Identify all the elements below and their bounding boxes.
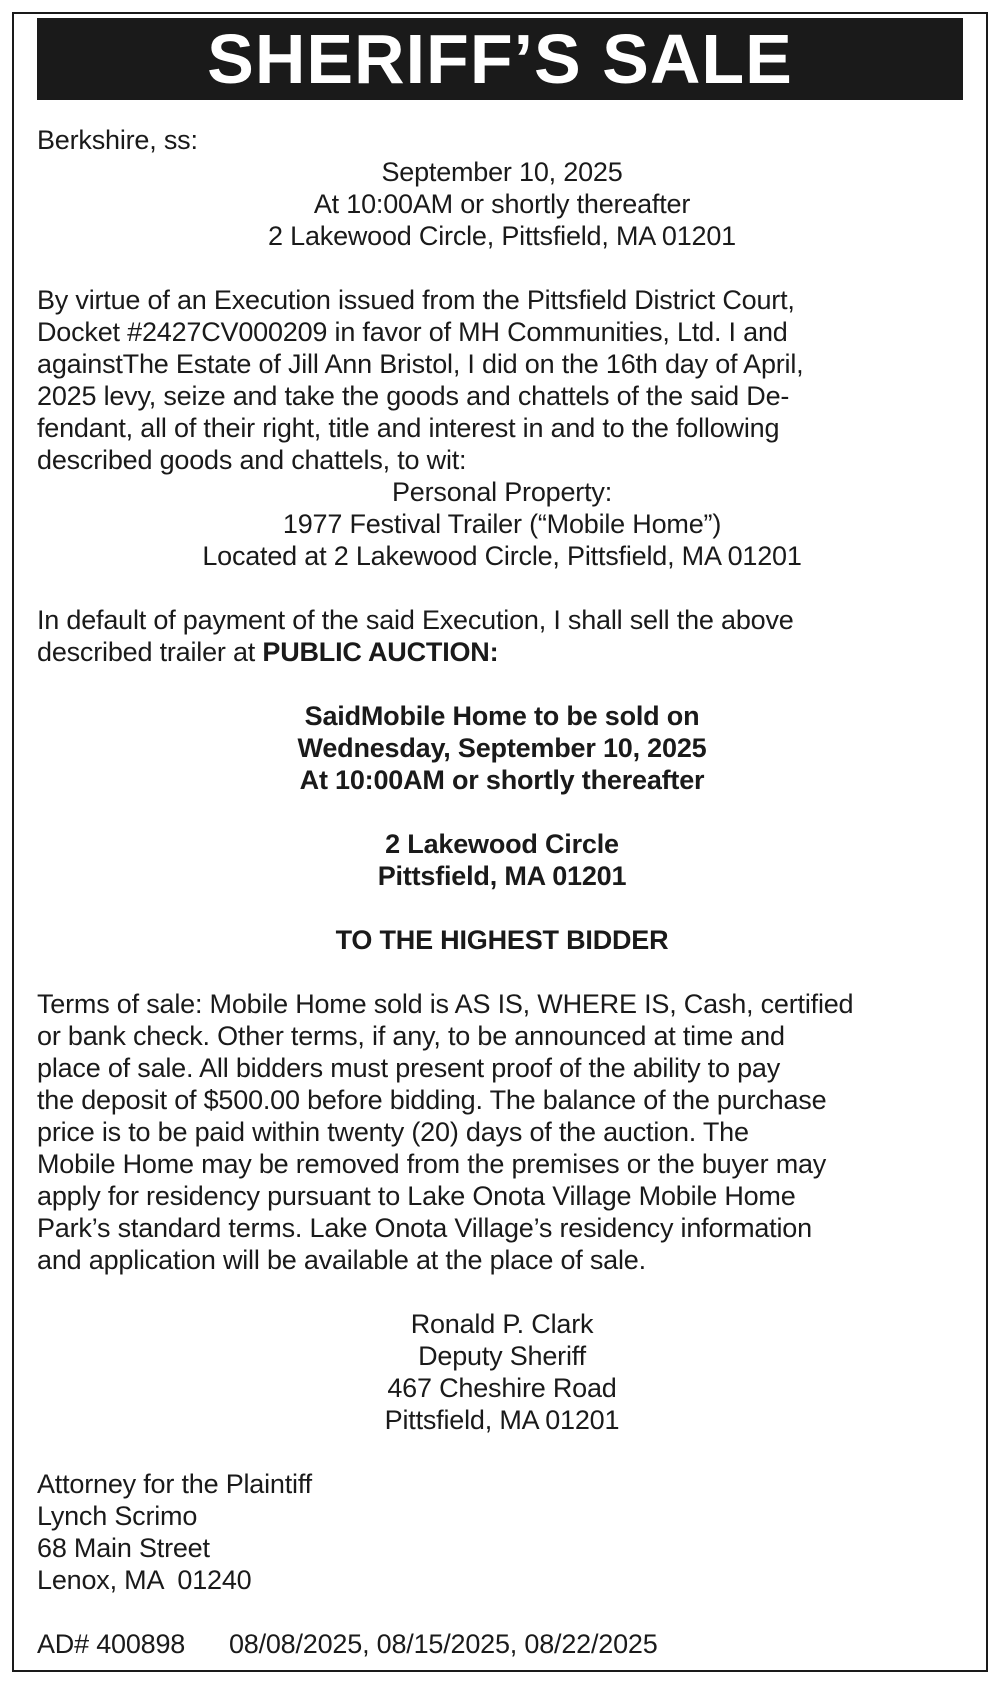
header-date: September 10, 2025: [381, 157, 623, 187]
paragraph-line: [37, 636, 967, 668]
sheriff-name: Ronald P. Clark: [410, 1309, 594, 1339]
paragraph-line: described goods and chattels, to wit:: [37, 445, 467, 475]
attorney-street: 68 Main Street: [37, 1533, 210, 1563]
terms-line: and application will be available at the place of sale.: [37, 1245, 646, 1275]
attorney-label: Attorney for the Plaintiff: [37, 1469, 312, 1499]
paragraph-line: Docket #2427CV000209 in favor of MH Communities, Ltd. I and: [37, 317, 788, 347]
sheriff-city: Pittsfield, MA 01201: [384, 1405, 620, 1435]
sale-date: Wednesday, September 10, 2025: [297, 733, 707, 763]
terms-paragraph: [37, 988, 967, 1276]
terms-line: apply for residency pursuant to Lake Onota Village Mobile Home: [37, 1181, 796, 1211]
paragraph-line: 2025 levy, seize and take the goods and chattels of the said De-: [37, 381, 790, 411]
property-description: [37, 476, 967, 572]
ad-number: AD# 400898: [37, 1629, 186, 1659]
attorney-name: Lynch Scrimo: [37, 1501, 198, 1531]
terms-line: place of sale. All bidders must present proof of the ability to pay: [37, 1053, 781, 1083]
property-location: Located at 2 Lakewood Circle, Pittsfield, MA 01201: [202, 541, 802, 571]
paragraph-line: fendant, all of their right, title and interest in and to the following: [37, 413, 780, 443]
terms-line: Park’s standard terms. Lake Onota Village’s residency information: [37, 1213, 812, 1243]
terms-line: Terms of sale: Mobile Home sold is AS IS, WHERE IS, Cash, certified: [37, 989, 854, 1019]
title-banner: [37, 18, 963, 100]
run-dates: 08/08/2025, 08/15/2025, 08/22/2025: [228, 1629, 658, 1659]
execution-paragraph: [37, 284, 967, 476]
header-time: At 10:00AM or shortly thereafter: [313, 189, 691, 219]
header-info: [37, 156, 967, 252]
sale-street: 2 Lakewood Circle: [385, 829, 619, 859]
sale-location: [37, 828, 967, 892]
attorney-block: [37, 1468, 967, 1596]
terms-line: or bank check. Other terms, if any, to be announced at time and: [37, 1021, 785, 1051]
notice-title: SHERIFF’S SALE: [207, 20, 793, 98]
jurisdiction: Berkshire, ss:: [37, 125, 198, 155]
signature-block: [37, 1308, 967, 1436]
sale-city: Pittsfield, MA 01201: [377, 861, 627, 891]
default-paragraph: [37, 604, 967, 668]
highest-bidder-text: TO THE HIGHEST BIDDER: [335, 925, 669, 955]
property-item: 1977 Festival Trailer (“Mobile Home”): [282, 509, 722, 539]
sale-line: SaidMobile Home to be sold on: [304, 701, 700, 731]
sheriff-street: 467 Cheshire Road: [387, 1373, 617, 1403]
terms-line: price is to be paid within twenty (20) days of the auction. The: [37, 1117, 749, 1147]
paragraph-line: In default of payment of the said Execution, I shall sell the above: [37, 605, 794, 635]
paragraph-line: By virtue of an Execution issued from the Pittsfield District Court,: [37, 285, 795, 315]
terms-line: Mobile Home may be removed from the premises or the buyer may: [37, 1149, 827, 1179]
sheriff-title: Deputy Sheriff: [418, 1341, 586, 1371]
sale-time: At 10:00AM or shortly thereafter: [299, 765, 705, 795]
paragraph-line: againstThe Estate of Jill Ann Bristol, I did on the 16th day of April,: [37, 349, 804, 379]
attorney-city: Lenox, MA 01240: [37, 1565, 252, 1595]
public-auction-label: PUBLIC AUCTION:: [262, 637, 499, 667]
sale-info: [37, 700, 967, 796]
footer-line: [37, 1628, 967, 1660]
header-address: 2 Lakewood Circle, Pittsfield, MA 01201: [268, 221, 736, 251]
notice-body: [37, 124, 967, 1660]
property-heading: Personal Property:: [391, 477, 612, 507]
terms-line: the deposit of $500.00 before bidding. The balance of the purchase: [37, 1085, 827, 1115]
auction-prefix: described trailer at: [37, 637, 263, 667]
ad-footer: [37, 1628, 967, 1660]
highest-bidder: [37, 924, 967, 956]
